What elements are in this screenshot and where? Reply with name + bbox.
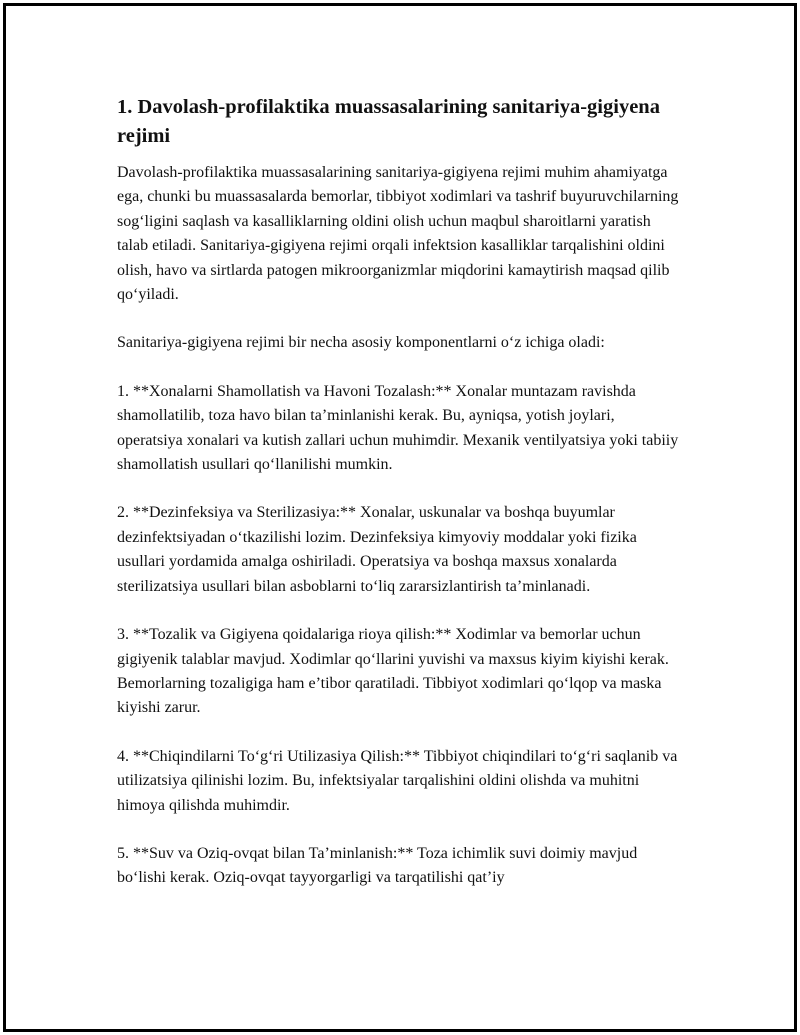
list-item-waste-disposal: 4. **Chiqindilarni To‘g‘ri Utilizasiya Qilish:** Tibbiyot chiqindilari to‘g‘ri saqlanib va utilizatsiya qilinishi lozim. Bu, infektsiyalar tarqalishini oldini olishda va muhitni himoya qilishda muhimdir.: [117, 747, 678, 814]
components-intro-paragraph: Sanitariya-gigiyena rejimi bir necha asosiy komponentlarni o‘z ichiga oladi:: [117, 334, 605, 352]
list-item-hygiene: 3. **Tozalik va Gigiyena qoidalariga rioya qilish:** Xodimlar va bemorlar uchun gigiyenik talablar mavjud. Xodimlar qo‘llarini yuvishi va maxsus kiyim kiyishi kerak. Bemorlarning tozaligiga ham e’tibor qaratiladi. Tibbiyot xodimlari qo‘lqop va maska kiyishi zarur.: [117, 626, 669, 717]
list-item-water-food: 5. **Suv va Oziq-ovqat bilan Ta’minlanish:** Toza ichimlik suvi doimiy mavjud bo‘lishi kerak. Oziq-ovqat tayyorgarligi va tarqatilishi qat’iy: [117, 844, 638, 887]
section-heading: 1. Davolash-profilaktika muassasalarining sanitariya-gigiyena rejimi: [117, 96, 660, 147]
list-item-ventilation: 1. **Xonalarni Shamollatish va Havoni Tozalash:** Xonalar muntazam ravishda shamollatilib, toza havo bilan ta’minlanishi kerak. Bu, ayniqsa, yotish joylari, operatsiya xonalari va kutish zallari uchun muhimdir. Mexanik ventilyatsiya yoki tabiiy shamollatish usullari qo‘llanilishi mumkin.: [117, 382, 679, 474]
intro-paragraph: Davolash-profilaktika muassasalarining sanitariya-gigiyena rejimi muhim ahamiyatga ega, chunki bu muassasalarda bemorlar, tibbiyot xodimlari va tashrif buyuruvchilarning sog‘ligini saqlash va kasalliklarning oldini olish uchun maqbul sharoitlarni yaratish talab etiladi. Sanitariya-gigiyena rejimi orqali infektsion kasalliklar tarqalishini oldini olish, havo va sirtlarda patogen mikroorganizmlar miqdorini kamaytirish maqsad qilib qo‘yiladi.: [117, 164, 679, 304]
list-item-disinfection: 2. **Dezinfeksiya va Sterilizasiya:** Xonalar, uskunalar va boshqa buyumlar dezinfektsiyadan o‘tkazilishi lozim. Dezinfeksiya kimyoviy moddalar yoki fizika usullari yordamida amalga oshiriladi. Operatsiya va boshqa maxsus xonalarda sterilizatsiya usullari bilan asboblarni to‘liq zararsizlantirish ta’minlanadi.: [117, 504, 637, 595]
document-body: [117, 93, 683, 915]
